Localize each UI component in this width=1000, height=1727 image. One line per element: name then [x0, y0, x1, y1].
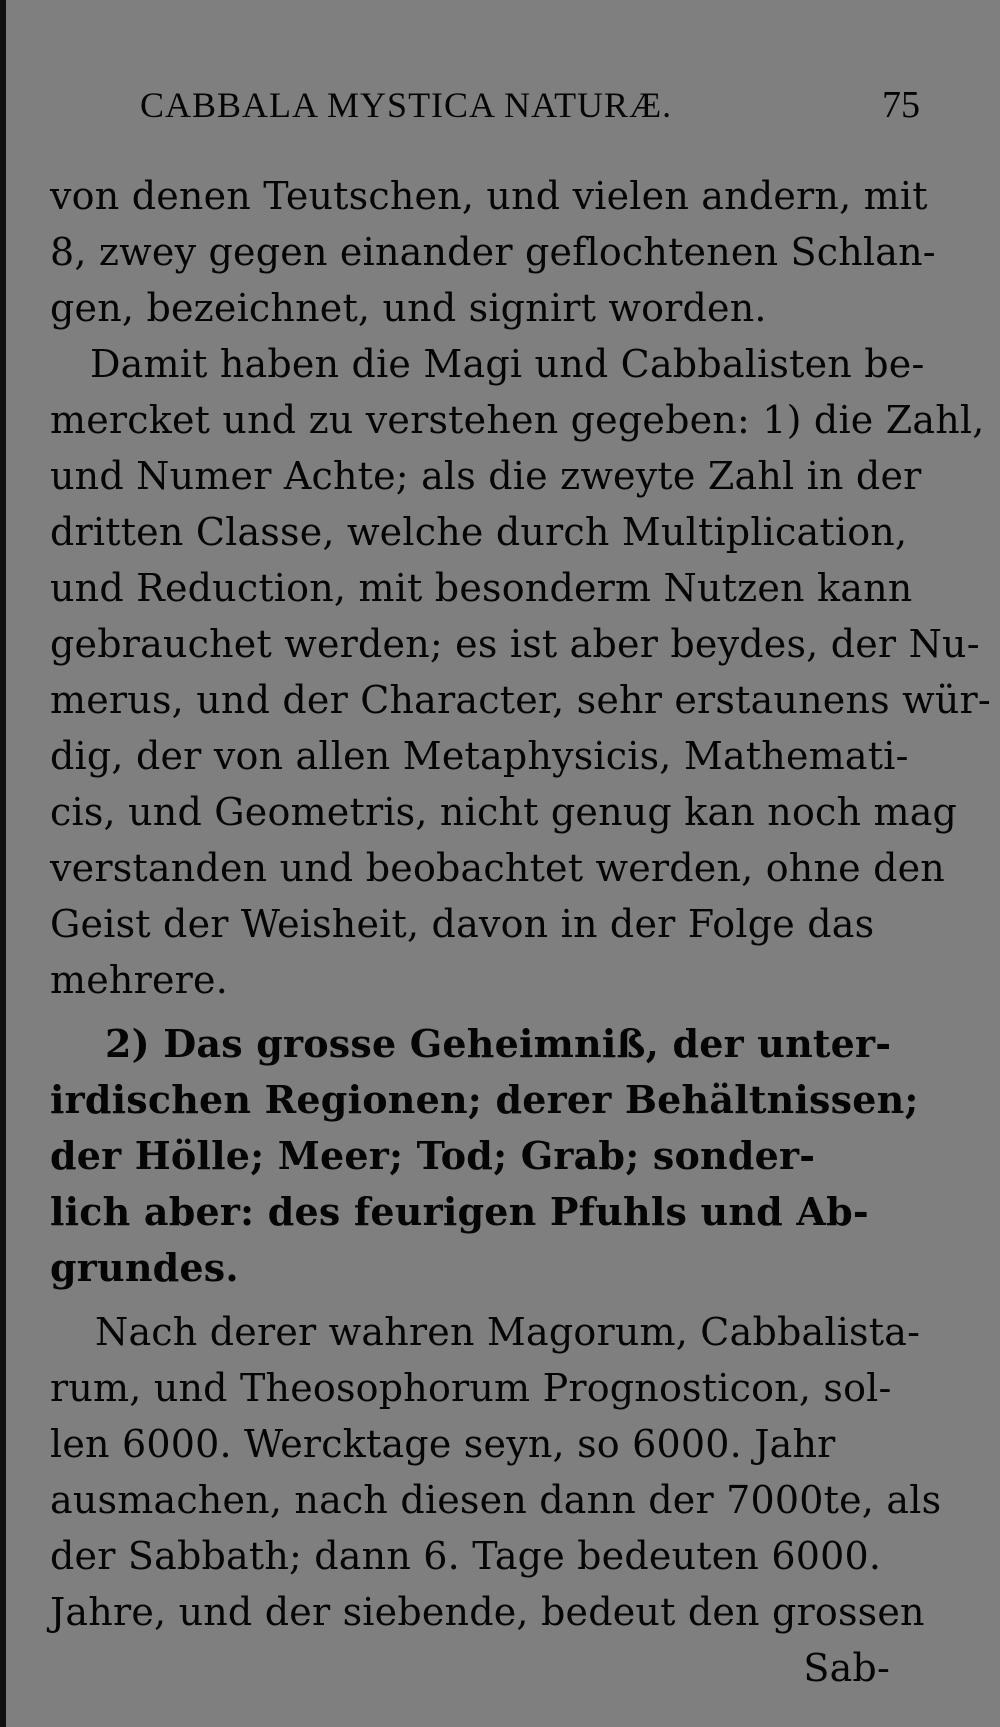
- text-line: cis, und Geometris, nicht genug kan noch mag: [50, 790, 958, 834]
- section-heading: 2) Das grosse Geheimniß, der unter-: [105, 1021, 892, 1066]
- running-head: [140, 82, 920, 132]
- page-number: 75: [882, 84, 920, 126]
- text-line: mercket und zu verstehen gegeben: 1) die Zahl,: [50, 398, 985, 442]
- paragraph-start: Damit haben die Magi und Cabbalisten be-: [90, 342, 925, 386]
- catchword: Sab-: [803, 1646, 890, 1690]
- text-line: mehrere.: [50, 958, 228, 1002]
- text-line: rum, und Theosophorum Prognosticon, sol-: [50, 1366, 892, 1410]
- text-line: und Reduction, mit besonderm Nutzen kann: [50, 566, 913, 610]
- text-line: der Sabbath; dann 6. Tage bedeuten 6000.: [50, 1534, 882, 1578]
- text-line: gen, bezeichnet, und signirt worden.: [50, 286, 767, 330]
- paragraph-gap: [50, 1296, 910, 1304]
- body-text: [50, 168, 991, 1696]
- text-line: dritten Classe, welche durch Multiplication,: [50, 510, 908, 554]
- text-line: Geist der Weisheit, davon in der Folge das: [50, 902, 875, 946]
- section-heading-line: lich aber: des feurigen Pfuhls und Ab-: [50, 1189, 869, 1234]
- section-heading-line: der Hölle; Meer; Tod; Grab; sonder-: [50, 1133, 816, 1178]
- text-line: 8, zwey gegen einander geflochtenen Schlan-: [50, 230, 936, 274]
- text-line: verstanden und beobachtet werden, ohne den: [50, 846, 945, 890]
- text-line: und Numer Achte; als die zweyte Zahl in der: [50, 454, 922, 498]
- text-line: gebrauchet werden; es ist aber beydes, der Nu-: [50, 622, 980, 666]
- text-line: ausmachen, nach diesen dann der 7000te, als: [50, 1478, 942, 1522]
- text-line: Jahre, und der siebende, bedeut den grossen: [50, 1590, 925, 1634]
- paragraph-gap: [50, 1008, 910, 1016]
- text-line: von denen Teutschen, und vielen andern, mit: [50, 174, 928, 218]
- running-title: CABBALA MYSTICA NATURÆ.: [140, 85, 673, 125]
- text-line: dig, der von allen Metaphysicis, Mathemati-: [50, 734, 909, 778]
- text-line: len 6000. Wercktage seyn, so 6000. Jahr: [50, 1422, 836, 1466]
- paragraph-start: Nach derer wahren Magorum, Cabbalista-: [95, 1310, 921, 1354]
- section-heading-line: grundes.: [50, 1245, 239, 1290]
- section-heading-line: irdischen Regionen; derer Behältnissen;: [50, 1077, 919, 1122]
- text-line: merus, und der Character, sehr erstaunens wür-: [50, 678, 991, 722]
